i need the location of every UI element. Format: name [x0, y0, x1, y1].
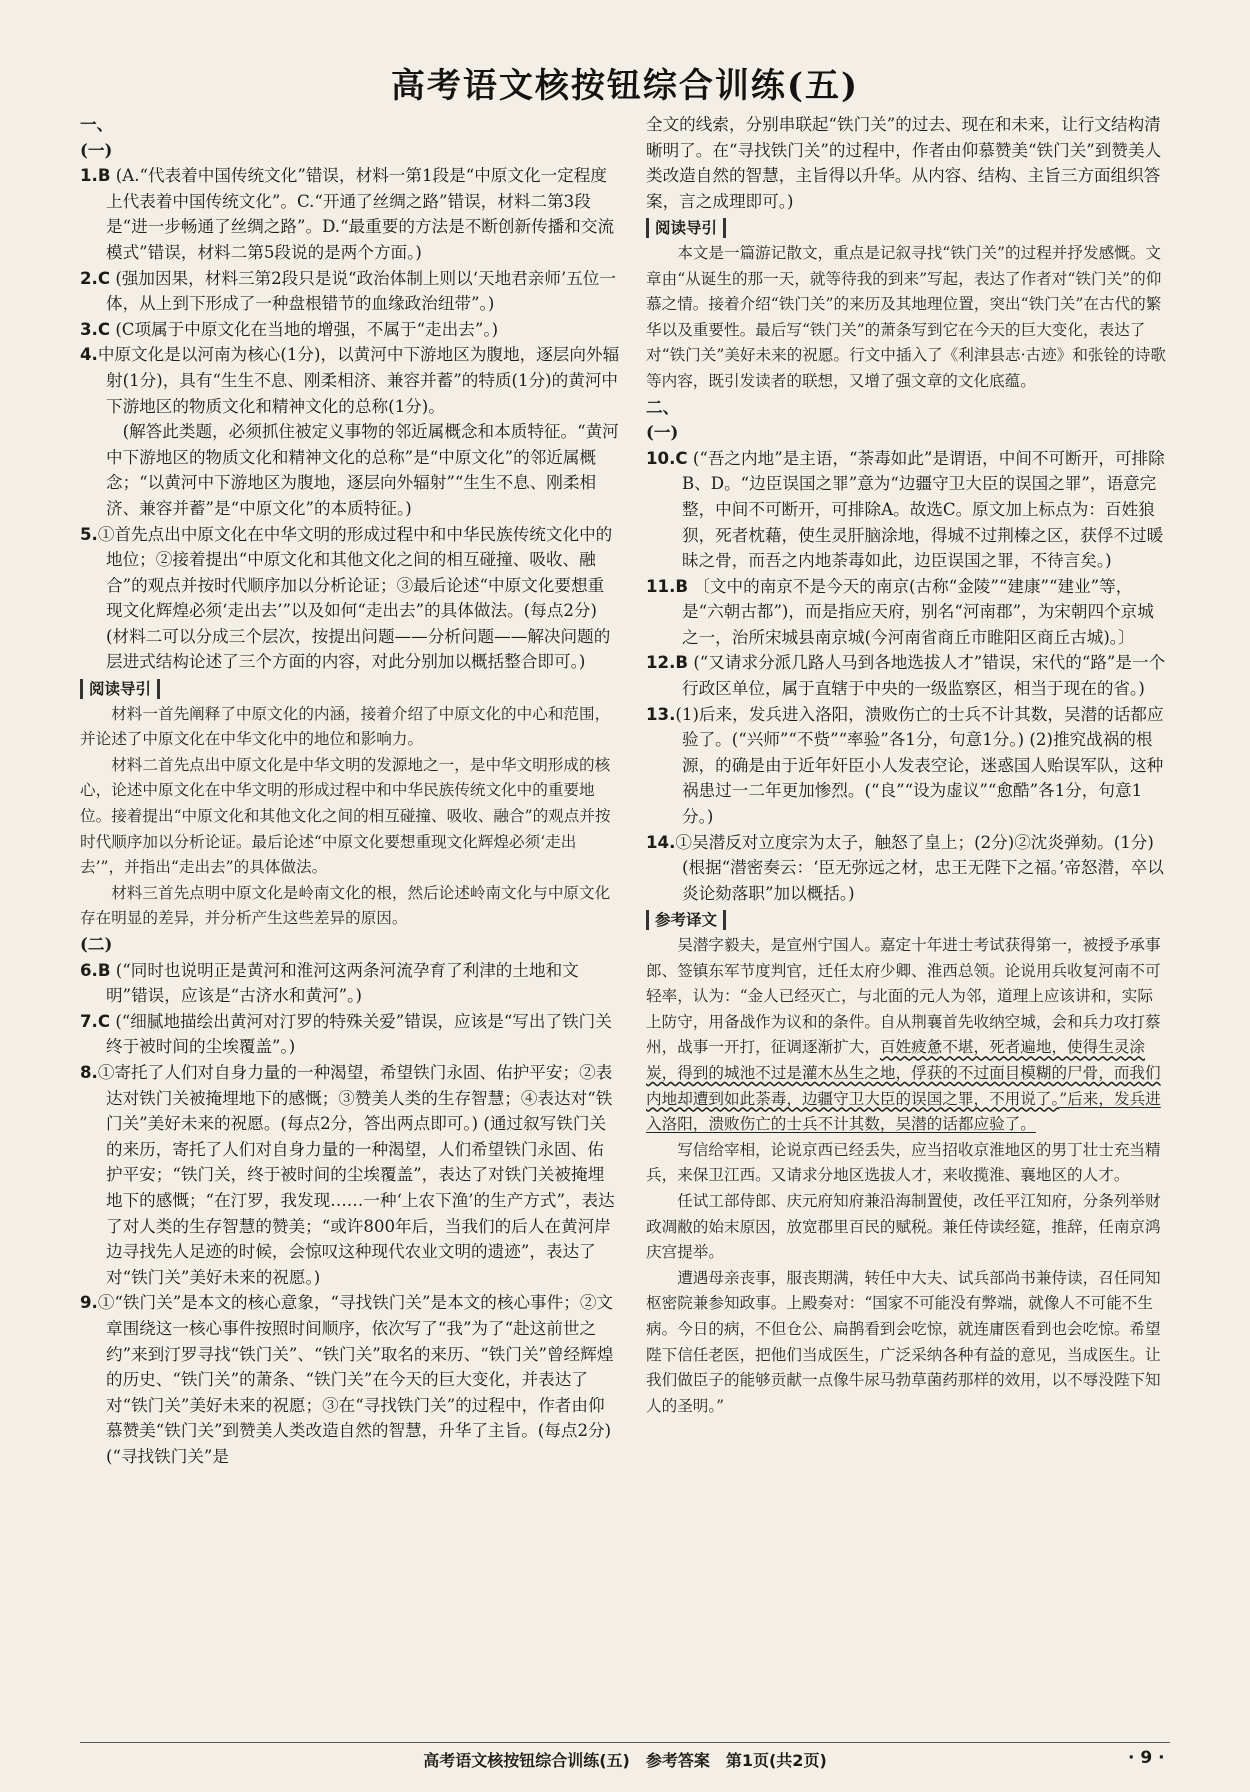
- answer-number: 14.: [646, 832, 676, 852]
- subsection-heading-2: (二): [80, 934, 113, 954]
- translation-paragraph-2: 写信给宰相，论说京西已经丢失，应当招收京淮地区的男丁壮士充当精兵，来保卫江西。又请求分地区选拔人才，来收揽淮、襄地区的人才。: [646, 1140, 1161, 1185]
- answer-text: (“同时也说明正是黄河和淮河这两条河流孕育了利津的土地和文明”错误，应该是“古济水和黄河”。): [106, 960, 579, 1006]
- answer-item-1: [80, 163, 620, 265]
- answer-item-12: [646, 650, 1166, 701]
- translation-paragraph-1: [646, 933, 1166, 1138]
- translation-paragraph-4: 遭遇母亲丧事，服丧期满，转任中大夫、试兵部尚书兼侍读，召任同知枢密院兼参知政事。上殿奏对：“国家不可能没有弊端，就像人不可能不生病。今日的病，不但仓公、扁鹊看到会吃惊，就连庸医看到也会吃惊。希望陛下信任老医，把他们当成医生，广泛采纳各种有益的意见，当成医生。让我们做臣子的能够贡献一点像牛尿马勃草菌药那样的效用，以不辱没陛下知人的圣明。”: [646, 1268, 1161, 1415]
- answer-number: 3.C: [80, 319, 111, 339]
- answer-number: 7.C: [80, 1011, 111, 1031]
- answer-text: (强加因果，材料三第2段只是说“政治体制上则以‘天地君亲师’五位一体，从上到下形成了一种盘根错节的血缘政治纽带”。): [106, 268, 616, 314]
- answer-number: 1.B: [80, 166, 111, 186]
- page-title: 高考语文核按钮综合训练(五): [390, 66, 860, 106]
- answer-number: 9.: [80, 1293, 98, 1313]
- answer-item-3: [80, 317, 620, 343]
- answer-item-8: [80, 1060, 620, 1290]
- answer-text: (“细腻地描绘出黄河对汀罗的特殊关爱”错误，应该是“写出了铁门关终于被时间的尘埃覆盖”。): [106, 1011, 612, 1057]
- guide-paragraph: 材料三首先点明中原文化是岭南文化的根，然后论述岭南文化与中原文化存在明显的差异，并分析产生这些差异的原因。: [80, 883, 611, 928]
- answer-number: 4.: [80, 345, 98, 365]
- reading-guide: [80, 702, 620, 932]
- answer-text: (C项属于中原文化在当地的增强，不属于“走出去”。): [115, 319, 499, 339]
- section-heading-2: 二、: [646, 396, 680, 417]
- answer-number: 10.C: [646, 448, 688, 468]
- answer-text: ①寄托了人们对自身力量的一种渴望，希望铁门永固、佑护平安；②表达对铁门关被掩埋地下的感慨；③赞美人类的生存智慧；④表达对“铁门关”美好未来的祝愿。(每点2分，答出两点即可。) (通过叙写铁门关的来历，寄托了人们对自身力量的一种渴望，人们希望铁门永固、佑护平安；“铁门关，终于被时间的尘埃覆盖”，表达了对铁门关被掩埋地下的感慨；“在汀罗，我发现……一种‘上农下渔’的生产方式”，表达了对人类的生存智慧的赞美；“或许800年后，当我们的后人在黄河岸边寻找先人足迹的时候，会惊叹这种现代农业文明的遗迹”，表达了对“铁门关”美好未来的祝愿。): [97, 1062, 615, 1287]
- answer-item-9: [80, 1290, 620, 1469]
- page-footer: 高考语文核按钮综合训练(五) 参考答案 第1页(共2页): [423, 1751, 827, 1770]
- guide-paragraph: 本文是一篇游记散文，重点是记叙寻找“铁门关”的过程并抒发感慨。文章由“从诞生的那一天，就等待我的到来”写起，表达了作者对“铁门关”的仰慕之情。接着介绍“铁门关”的来历及其地理位置，突出“铁门关”在古代的繁华以及重要性。最后写“铁门关”的萧条写到它在今天的巨大变化，表达了对“铁门关”美好未来的祝愿。行文中插入了《利津县志·古迹》和张铨的诗歌等内容，既引发读者的联想，又增了强文章的文化底蕴。: [646, 243, 1166, 390]
- page-number: · 9 ·: [1128, 1748, 1165, 1768]
- reading-guide: [646, 241, 1166, 395]
- footer-divider: [80, 1742, 1170, 1743]
- guide-paragraph: 材料二首先点出中原文化是中华文明的发源地之一，是中华文明形成的核心，论述中原文化在中华文明的形成过程中和中华民族传统文化中的重要地位。接着提出“中原文化和其他文化之间的相互碰撞、吸收、融合”的观点并按时代顺序加以分析论证。最后论述“中原文化要想重现文化辉煌必须‘走出去’”，并指出“走出去”的具体做法。: [80, 755, 611, 877]
- answer-text: ①吴潜反对立度宗为太子，触怒了皇上；(2分)②沈炎弹劾。(1分) (根据“潜密奏云：‘臣无弥远之材，忠王无陛下之福。’帝怒潜，卒以炎论劾落职”加以概括。): [675, 832, 1164, 903]
- wavy-underlined-text: 百姓疲惫不堪，死者遍地，使得生灵涂炭，得到的城池不过是灌木丛生之地，俘获的不过面目模糊的尸骨，而我们内地却遭到如此荼毒，边疆守卫大臣的误国之罪，不用说了。: [646, 1038, 1161, 1108]
- answer-item-9-continued: 全文的线索，分别串联起“铁门关”的过去、现在和未来，让行文结构清晰明了。在“寻找铁门关”的过程中，作者由仰慕赞美“铁门关”到赞美人类改造自然的智慧，主旨得以升华。从内容、结构、主旨三方面组织答案，言之成理即可。): [646, 115, 1162, 211]
- reading-guide-heading: 阅读导引: [80, 679, 160, 699]
- answer-text: (1)后来，发兵进入洛阳，溃败伤亡的士兵不计其数，吴潜的话都应验了。(“兴师”“不赀”“率验”各1分，句意1分。) (2)推究战祸的根源，的确是由于近年奸臣小人发表空论，迷惑国人贻误军队，这种祸患过一二年更加惨烈。(“良”“设为虚议”“愈酷”各1分，句意1分。): [675, 704, 1164, 827]
- answer-item-13: [646, 702, 1166, 830]
- reference-translation: [646, 933, 1166, 1419]
- translation-paragraph-3: 任试工部侍郎、庆元府知府兼沿海制置使，改任平江知府，分条列举财政凋敝的始末原因，放宽郡里百民的赋税。兼任侍读经筵，推辞，任南京鸿庆宫提举。: [646, 1191, 1161, 1262]
- right-column: [646, 112, 1166, 1419]
- answer-item-2: [80, 266, 620, 317]
- answer-note-4: (解答此类题，必须抓住被定义事物的邻近属概念和本质特征。“黄河中下游地区的物质文化和精神文化的总称”是“中原文化”的邻近属概念；“以黄河中下游地区为腹地，逐层向外辐射”“生生不息、刚柔相济、兼容并蓄”是“中原文化”的本质特征。): [106, 422, 619, 518]
- answer-number: 12.B: [646, 653, 689, 673]
- answer-text: (“吾之内地”是主语，“荼毒如此”是谓语，中间不可断开，可排除B、D。“边臣误国之罪”意为“边疆守卫大臣的误国之罪”，语意完整，中间不可断开，可排除A。故选C。原文加上标点为：百姓狼狈，死者枕藉，使生灵肝脑涂地，得城不过荆榛之区，获俘不过暖昧之骨，而吾之内地荼毒如此，边臣误国之罪，不待言矣。): [682, 448, 1165, 571]
- answer-number: 5.: [80, 524, 98, 544]
- answer-item-11: [646, 574, 1166, 651]
- answer-text: ①“铁门关”是本文的核心意象，“寻找铁门关”是本文的核心事件；②文章围绕这一核心事件按照时间顺序，依次写了“我”为了“赴这前世之约”来到汀罗寻找“铁门关”、“铁门关”取名的来历、“铁门关”曾经辉煌的历史、“铁门关”的萧条、“铁门关”在今天的巨大变化，并表达了对“铁门关”美好未来的祝愿；③在“寻找铁门关”的过程中，作者由仰慕赞美“铁门关”到赞美人类改造自然的智慧，升华了主旨。(每点2分) (“寻找铁门关”是: [97, 1293, 614, 1466]
- answer-text: ①首先点出中原文化在中华文明的形成过程中和中华民族传统文化中的地位；②接着提出“中原文化和其他文化之间的相互碰撞、吸收、融合”的观点并按时代顺序加以分析论证；③最后论述“中原文化要想重现文化辉煌必须‘走出去’”以及如何“走出去”的具体做法。(每点2分) (材料二可以分成三个层次，按提出问题——分析问题——解决问题的层进式结构论述了三个方面的内容，对此分别加以概括整合即可。): [97, 524, 613, 672]
- answer-number: 6.B: [80, 960, 111, 980]
- answer-text: 中原文化是以河南为核心(1分)，以黄河中下游地区为腹地，逐层向外辐射(1分)，具有“生生不息、刚柔相济、兼容并蓄”的特质(1分)的黄河中下游地区的物质文化和精神文化的总称(1分)。: [97, 345, 620, 416]
- answer-item-10: [646, 446, 1166, 574]
- underlined-text: ”后来，发兵进入洛阳，溃败伤亡的士兵不计其数，吴潜的话都应验了。: [646, 1089, 1161, 1134]
- answer-item-7: [80, 1009, 620, 1060]
- translation-text: 吴潜字毅夫，是宣州宁国人。嘉定十年进士考试获得第一，被授予承事郎、签镇东军节度判官，迁任太府少卿、淮西总领。论说用兵收复河南不可轻率，认为：“金人已经灭亡，与北面的元人为邻，道理上应该讲和，实际上防守，用备战作为议和的条件。自从荆襄首先收纳空城，会和兵力攻打蔡州，战事一开打，征调逐渐扩大，: [646, 936, 1161, 1057]
- answer-text: (“又请求分派几路人马到各地选拔人才”错误，宋代的“路”是一个行政区单位，属于直辖于中央的一级监察区，相当于现在的省。): [682, 653, 1166, 699]
- translation-heading: 参考译文: [646, 910, 726, 930]
- answer-item-5: [80, 522, 620, 676]
- answer-item-6: [80, 958, 620, 1009]
- left-column: [80, 112, 620, 1469]
- guide-paragraph: 材料一首先阐释了中原文化的内涵，接着介绍了中原文化的中心和范围，并论述了中原文化在中华文化中的地位和影响力。: [80, 704, 611, 749]
- answer-text: 〔文中的南京不是今天的南京(古称“金陵”“建康”“建业”等，是“六朝古都”)，而是指应天府，别名“河南郡”，为宋朝四个京城之一，治所宋城县南京城(今河南省商丘市睢阳区商丘古城)。〕: [682, 576, 1154, 647]
- answer-item-14: [646, 830, 1166, 907]
- subsection-heading-1: (一): [646, 422, 679, 443]
- reading-guide-heading: 阅读导引: [646, 218, 726, 238]
- subsection-heading-1: (一): [80, 139, 113, 160]
- answer-number: 11.B: [646, 576, 689, 596]
- answer-number: 8.: [80, 1062, 98, 1082]
- answer-number: 13.: [646, 704, 676, 724]
- answer-item-4: [80, 342, 620, 419]
- answer-text: (A.“代表着中国传统文化”错误，材料一第1段是“中原文化一定程度上代表着中国传统文化”。C.“开通了丝绸之路”错误，材料二第3段是“进一步畅通了丝绸之路”。D.“最重要的方法是不断创新传播和交流模式”错误，材料二第5段说的是两个方面。): [106, 166, 615, 262]
- answer-number: 2.C: [80, 268, 111, 288]
- section-heading-1: 一、: [80, 114, 114, 134]
